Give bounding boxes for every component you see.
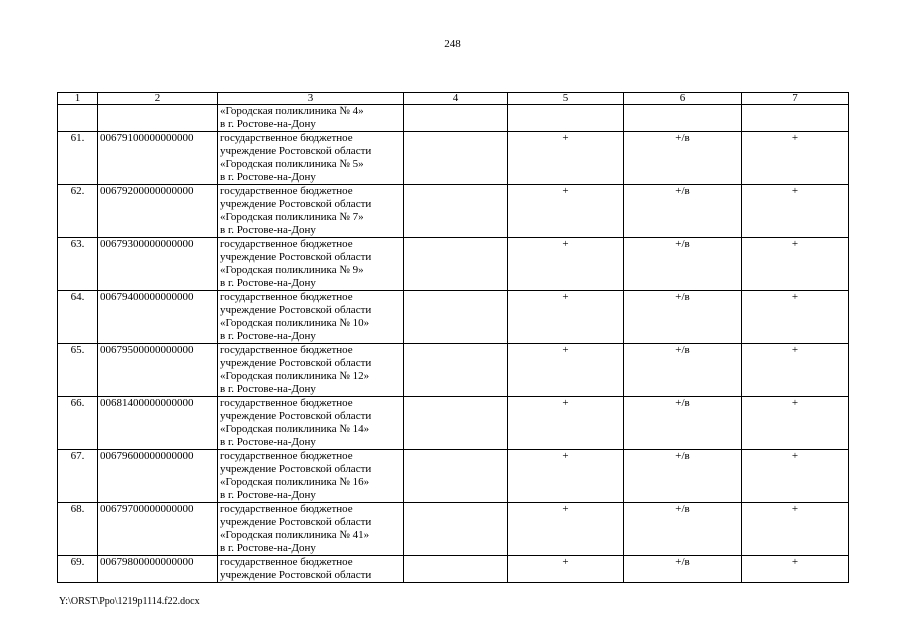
name-line: учреждение Ростовской области <box>220 516 372 528</box>
column-header: 2 <box>98 93 218 105</box>
col-7-mark: + <box>742 185 849 238</box>
institution-name <box>218 185 404 238</box>
row-code: 00679700000000000 <box>98 503 218 556</box>
col-7-mark: + <box>742 238 849 291</box>
name-line: учреждение Ростовской области <box>220 357 372 369</box>
file-path-footer: Y:\ORST\Ppo\1219p1114.f22.docx <box>59 596 200 607</box>
table-row <box>58 291 849 344</box>
name-line: «Городская поликлиника № 9» <box>220 264 364 276</box>
name-line: «Городская поликлиника № 12» <box>220 370 370 382</box>
row-number: 64. <box>58 291 98 344</box>
institution-name <box>218 291 404 344</box>
row-number: 68. <box>58 503 98 556</box>
column-header-row <box>58 93 849 105</box>
col-4-cell <box>404 556 508 583</box>
page-number: 248 <box>444 38 461 50</box>
row-number: 61. <box>58 132 98 185</box>
table-row <box>58 185 849 238</box>
name-line: государственное бюджетное <box>220 344 353 356</box>
name-line: «Городская поликлиника № 5» <box>220 158 364 170</box>
row-code: 00679400000000000 <box>98 291 218 344</box>
column-header: 3 <box>218 93 404 105</box>
col-5-mark: + <box>508 185 624 238</box>
col-6-mark: +/в <box>624 344 742 397</box>
row-code: 00679300000000000 <box>98 238 218 291</box>
institution-name <box>218 344 404 397</box>
col-4-cell <box>404 344 508 397</box>
data-table <box>57 92 849 583</box>
row-code: 00679600000000000 <box>98 450 218 503</box>
name-line: учреждение Ростовской области <box>220 198 372 210</box>
row-number: 63. <box>58 238 98 291</box>
name-line: государственное бюджетное <box>220 291 353 303</box>
institution-name <box>218 132 404 185</box>
col-4-cell <box>404 238 508 291</box>
col-6-mark: +/в <box>624 291 742 344</box>
name-line: учреждение Ростовской области <box>220 251 372 263</box>
col-6-mark: +/в <box>624 503 742 556</box>
col-5-mark: + <box>508 397 624 450</box>
col-6-mark: +/в <box>624 556 742 583</box>
table-row <box>58 344 849 397</box>
name-line: учреждение Ростовской области <box>220 463 372 475</box>
col-5-mark: + <box>508 503 624 556</box>
row-number: 66. <box>58 397 98 450</box>
institution-name <box>218 503 404 556</box>
table-row <box>58 556 849 583</box>
col-5-mark: + <box>508 450 624 503</box>
row-code: 00679100000000000 <box>98 132 218 185</box>
name-line: в г. Ростове-на-Дону <box>220 224 316 236</box>
col-7-mark: + <box>742 291 849 344</box>
row-code: 00679800000000000 <box>98 556 218 583</box>
name-line: учреждение Ростовской области <box>220 145 372 157</box>
row-code: 00679500000000000 <box>98 344 218 397</box>
col-6-mark: +/в <box>624 450 742 503</box>
col-7-mark: + <box>742 556 849 583</box>
name-line: в г. Ростове-на-Дону <box>220 330 316 342</box>
row-number: 67. <box>58 450 98 503</box>
col-5-mark: + <box>508 238 624 291</box>
name-line: государственное бюджетное <box>220 556 353 568</box>
continuation-row <box>58 105 849 132</box>
col-6-mark: +/в <box>624 238 742 291</box>
name-line: «Городская поликлиника № 14» <box>220 423 370 435</box>
column-header: 7 <box>742 93 849 105</box>
col-6-mark: +/в <box>624 185 742 238</box>
institution-name <box>218 238 404 291</box>
col-4-cell <box>404 450 508 503</box>
col-4-cell <box>404 291 508 344</box>
table-row <box>58 503 849 556</box>
column-header: 1 <box>58 93 98 105</box>
name-line: государственное бюджетное <box>220 503 353 515</box>
name-line: в г. Ростове-на-Дону <box>220 383 316 395</box>
row-code: 00681400000000000 <box>98 397 218 450</box>
name-line: в г. Ростове-на-Дону <box>220 118 316 130</box>
name-line: в г. Ростове-на-Дону <box>220 171 316 183</box>
table-row <box>58 397 849 450</box>
col-6-mark: +/в <box>624 397 742 450</box>
institution-name <box>218 105 404 132</box>
col-7-mark: + <box>742 397 849 450</box>
row-code: 00679200000000000 <box>98 185 218 238</box>
name-line: государственное бюджетное <box>220 397 353 409</box>
col-5-mark: + <box>508 132 624 185</box>
col-7-mark: + <box>742 344 849 397</box>
col-4-cell <box>404 132 508 185</box>
name-line: учреждение Ростовской области <box>220 304 372 316</box>
row-number: 62. <box>58 185 98 238</box>
table-row <box>58 450 849 503</box>
name-line: государственное бюджетное <box>220 185 353 197</box>
col-4-cell <box>404 503 508 556</box>
col-7-mark: + <box>742 503 849 556</box>
institution-name <box>218 556 404 583</box>
col-7-mark: + <box>742 450 849 503</box>
col-4-cell <box>404 185 508 238</box>
name-line: учреждение Ростовской области <box>220 410 372 422</box>
name-line: «Городская поликлиника № 4» <box>220 105 364 117</box>
col-5-mark: + <box>508 556 624 583</box>
name-line: «Городская поликлиника № 41» <box>220 529 370 541</box>
name-line: в г. Ростове-на-Дону <box>220 542 316 554</box>
col-6-mark: +/в <box>624 132 742 185</box>
name-line: учреждение Ростовской области <box>220 569 372 581</box>
column-header: 4 <box>404 93 508 105</box>
name-line: «Городская поликлиника № 10» <box>220 317 370 329</box>
col-7-mark: + <box>742 132 849 185</box>
column-header: 5 <box>508 93 624 105</box>
table-row <box>58 132 849 185</box>
table-row <box>58 238 849 291</box>
institution-name <box>218 397 404 450</box>
row-number: 69. <box>58 556 98 583</box>
name-line: государственное бюджетное <box>220 132 353 144</box>
name-line: «Городская поликлиника № 7» <box>220 211 364 223</box>
column-header: 6 <box>624 93 742 105</box>
col-5-mark: + <box>508 344 624 397</box>
col-5-mark: + <box>508 291 624 344</box>
institution-name <box>218 450 404 503</box>
col-4-cell <box>404 397 508 450</box>
name-line: «Городская поликлиника № 16» <box>220 476 370 488</box>
name-line: в г. Ростове-на-Дону <box>220 277 316 289</box>
name-line: в г. Ростове-на-Дону <box>220 489 316 501</box>
name-line: государственное бюджетное <box>220 238 353 250</box>
row-number: 65. <box>58 344 98 397</box>
name-line: в г. Ростове-на-Дону <box>220 436 316 448</box>
name-line: государственное бюджетное <box>220 450 353 462</box>
